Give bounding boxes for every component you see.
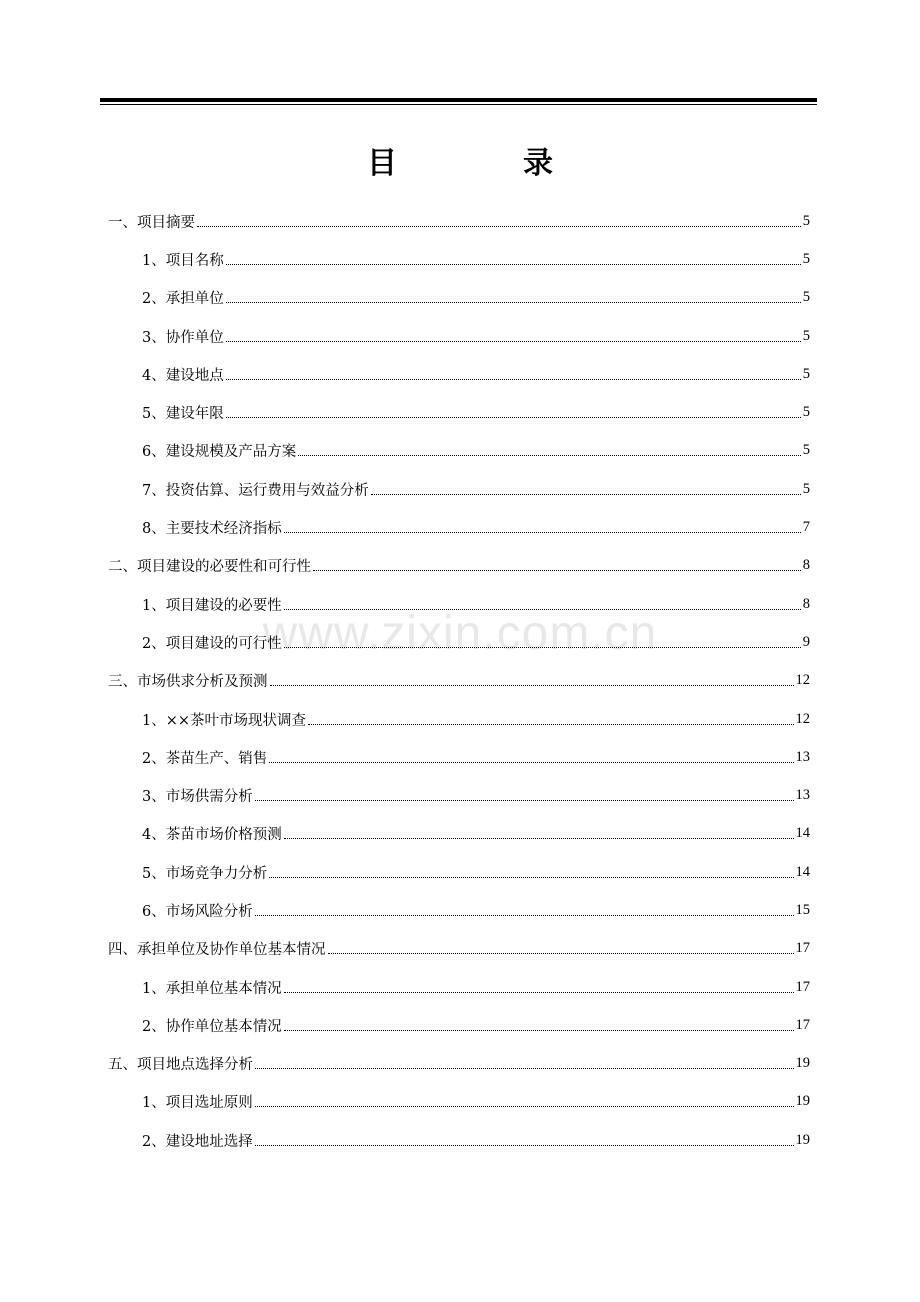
toc-entry-title: 1、项目名称 [142, 252, 224, 269]
toc-entry-title: 6、建设规模及产品方案 [142, 444, 297, 461]
toc-dot-leader [255, 1068, 794, 1069]
toc-subsection-entry[interactable] [108, 853, 810, 891]
header-rule-thick [100, 98, 817, 102]
toc-dot-leader [226, 264, 801, 265]
toc-page-number: 9 [802, 633, 810, 650]
toc-subsection-entry[interactable] [108, 279, 810, 317]
toc-section-entry[interactable] [108, 202, 810, 240]
toc-entry-title: 2、协作单位基本情况 [142, 1018, 282, 1035]
toc-dot-leader [328, 953, 794, 954]
toc-entry-title: 5、建设年限 [142, 406, 224, 423]
toc-subsection-entry[interactable] [108, 317, 810, 355]
toc-dot-leader [197, 226, 801, 227]
toc-section-entry[interactable] [108, 662, 810, 700]
toc-entry-title: 2、建设地址选择 [142, 1133, 253, 1150]
toc-dot-leader [284, 532, 801, 533]
toc-section-entry[interactable] [108, 930, 810, 968]
toc-entry-title: 2、项目建设的可行性 [142, 635, 282, 652]
toc-page-number: 13 [795, 787, 810, 804]
toc-dot-leader [284, 1030, 794, 1031]
toc-entry-title: 三、市场供求分析及预测 [108, 674, 268, 691]
toc-dot-leader [284, 647, 801, 648]
toc-page-number: 14 [795, 825, 810, 842]
toc-dot-leader [284, 992, 794, 993]
toc-subsection-entry[interactable] [108, 240, 810, 278]
toc-entry-title: 1、承担单位基本情况 [142, 980, 282, 997]
toc-dot-leader [270, 685, 794, 686]
toc-page-number: 5 [802, 442, 810, 459]
toc-subsection-entry[interactable] [108, 776, 810, 814]
toc-page-number: 7 [802, 519, 810, 536]
toc-entry-title: 五、项目地点选择分析 [108, 1057, 253, 1074]
toc-subsection-entry[interactable] [108, 393, 810, 431]
toc-subsection-entry[interactable] [108, 968, 810, 1006]
toc-page-number: 5 [802, 365, 810, 382]
toc-dot-leader [284, 609, 801, 610]
toc-subsection-entry[interactable] [108, 623, 810, 661]
toc-page-number: 5 [802, 289, 810, 306]
toc-page-number: 19 [795, 1093, 810, 1110]
toc-dot-leader [371, 494, 801, 495]
toc-subsection-entry[interactable] [108, 891, 810, 929]
toc-dot-leader [226, 302, 801, 303]
toc-section-entry[interactable] [108, 547, 810, 585]
toc-entry-title: 4、茶苗市场价格预测 [142, 827, 282, 844]
toc-dot-leader [226, 379, 801, 380]
toc-page-number: 17 [795, 1016, 810, 1033]
toc-page-number: 19 [795, 1055, 810, 1072]
toc-entry-title: 1、××茶叶市场现状调查 [142, 712, 307, 729]
toc-page-number: 5 [802, 480, 810, 497]
toc-entry-title: 2、茶苗生产、销售 [142, 750, 268, 767]
watermark: www.zixin.com.cn [262, 607, 658, 660]
toc-entry-title: 1、项目选址原则 [142, 1095, 253, 1112]
toc-page-number: 5 [802, 250, 810, 267]
toc-dot-leader [308, 724, 793, 725]
toc-subsection-entry[interactable] [108, 1083, 810, 1121]
toc-page-number: 14 [795, 863, 810, 880]
toc-entry-title: 5、市场竞争力分析 [142, 865, 268, 882]
toc-page-number: 12 [795, 710, 810, 727]
table-of-contents [108, 202, 810, 1159]
toc-entry-title: 四、承担单位及协作单位基本情况 [108, 942, 326, 959]
toc-page-number: 8 [802, 557, 810, 574]
header-rule-thin [100, 104, 817, 105]
toc-dot-leader [226, 417, 801, 418]
toc-page-number: 17 [795, 978, 810, 995]
toc-page-number: 5 [802, 212, 810, 229]
toc-page-number: 17 [795, 940, 810, 957]
toc-entry-title: 3、市场供需分析 [142, 789, 253, 806]
toc-subsection-entry[interactable] [108, 815, 810, 853]
toc-entry-title: 6、市场风险分析 [142, 903, 253, 920]
toc-subsection-entry[interactable] [108, 700, 810, 738]
toc-page-number: 13 [795, 748, 810, 765]
toc-dot-leader [255, 800, 794, 801]
toc-entry-title: 7、投资估算、运行费用与效益分析 [142, 482, 369, 499]
toc-entry-title: 一、项目摘要 [108, 214, 195, 231]
toc-dot-leader [255, 915, 794, 916]
toc-subsection-entry[interactable] [108, 1006, 810, 1044]
page-title: 目 录 [367, 146, 601, 181]
toc-entry-title: 1、项目建设的必要性 [142, 597, 282, 614]
toc-entry-title: 二、项目建设的必要性和可行性 [108, 559, 311, 576]
toc-page-number: 5 [802, 327, 810, 344]
toc-subsection-entry[interactable] [108, 1121, 810, 1159]
toc-entry-title: 2、承担单位 [142, 291, 224, 308]
toc-entry-title: 8、主要技术经济指标 [142, 521, 282, 538]
toc-dot-leader [313, 570, 801, 571]
toc-entry-title: 4、建设地点 [142, 367, 224, 384]
toc-dot-leader [226, 341, 801, 342]
toc-dot-leader [298, 455, 801, 456]
toc-entry-title: 3、协作单位 [142, 329, 224, 346]
toc-dot-leader [269, 762, 793, 763]
toc-subsection-entry[interactable] [108, 432, 810, 470]
toc-dot-leader [284, 838, 794, 839]
toc-page-number: 19 [795, 1131, 810, 1148]
toc-dot-leader [255, 1106, 794, 1107]
toc-subsection-entry[interactable] [108, 508, 810, 546]
toc-page-number: 8 [802, 595, 810, 612]
toc-subsection-entry[interactable] [108, 585, 810, 623]
toc-section-entry[interactable] [108, 1045, 810, 1083]
toc-dot-leader [255, 1145, 794, 1146]
toc-page-number: 5 [802, 404, 810, 421]
toc-page-number: 12 [795, 672, 810, 689]
toc-page-number: 15 [795, 901, 810, 918]
toc-subsection-entry[interactable] [108, 355, 810, 393]
toc-dot-leader [269, 877, 793, 878]
toc-subsection-entry[interactable] [108, 738, 810, 776]
toc-subsection-entry[interactable] [108, 470, 810, 508]
